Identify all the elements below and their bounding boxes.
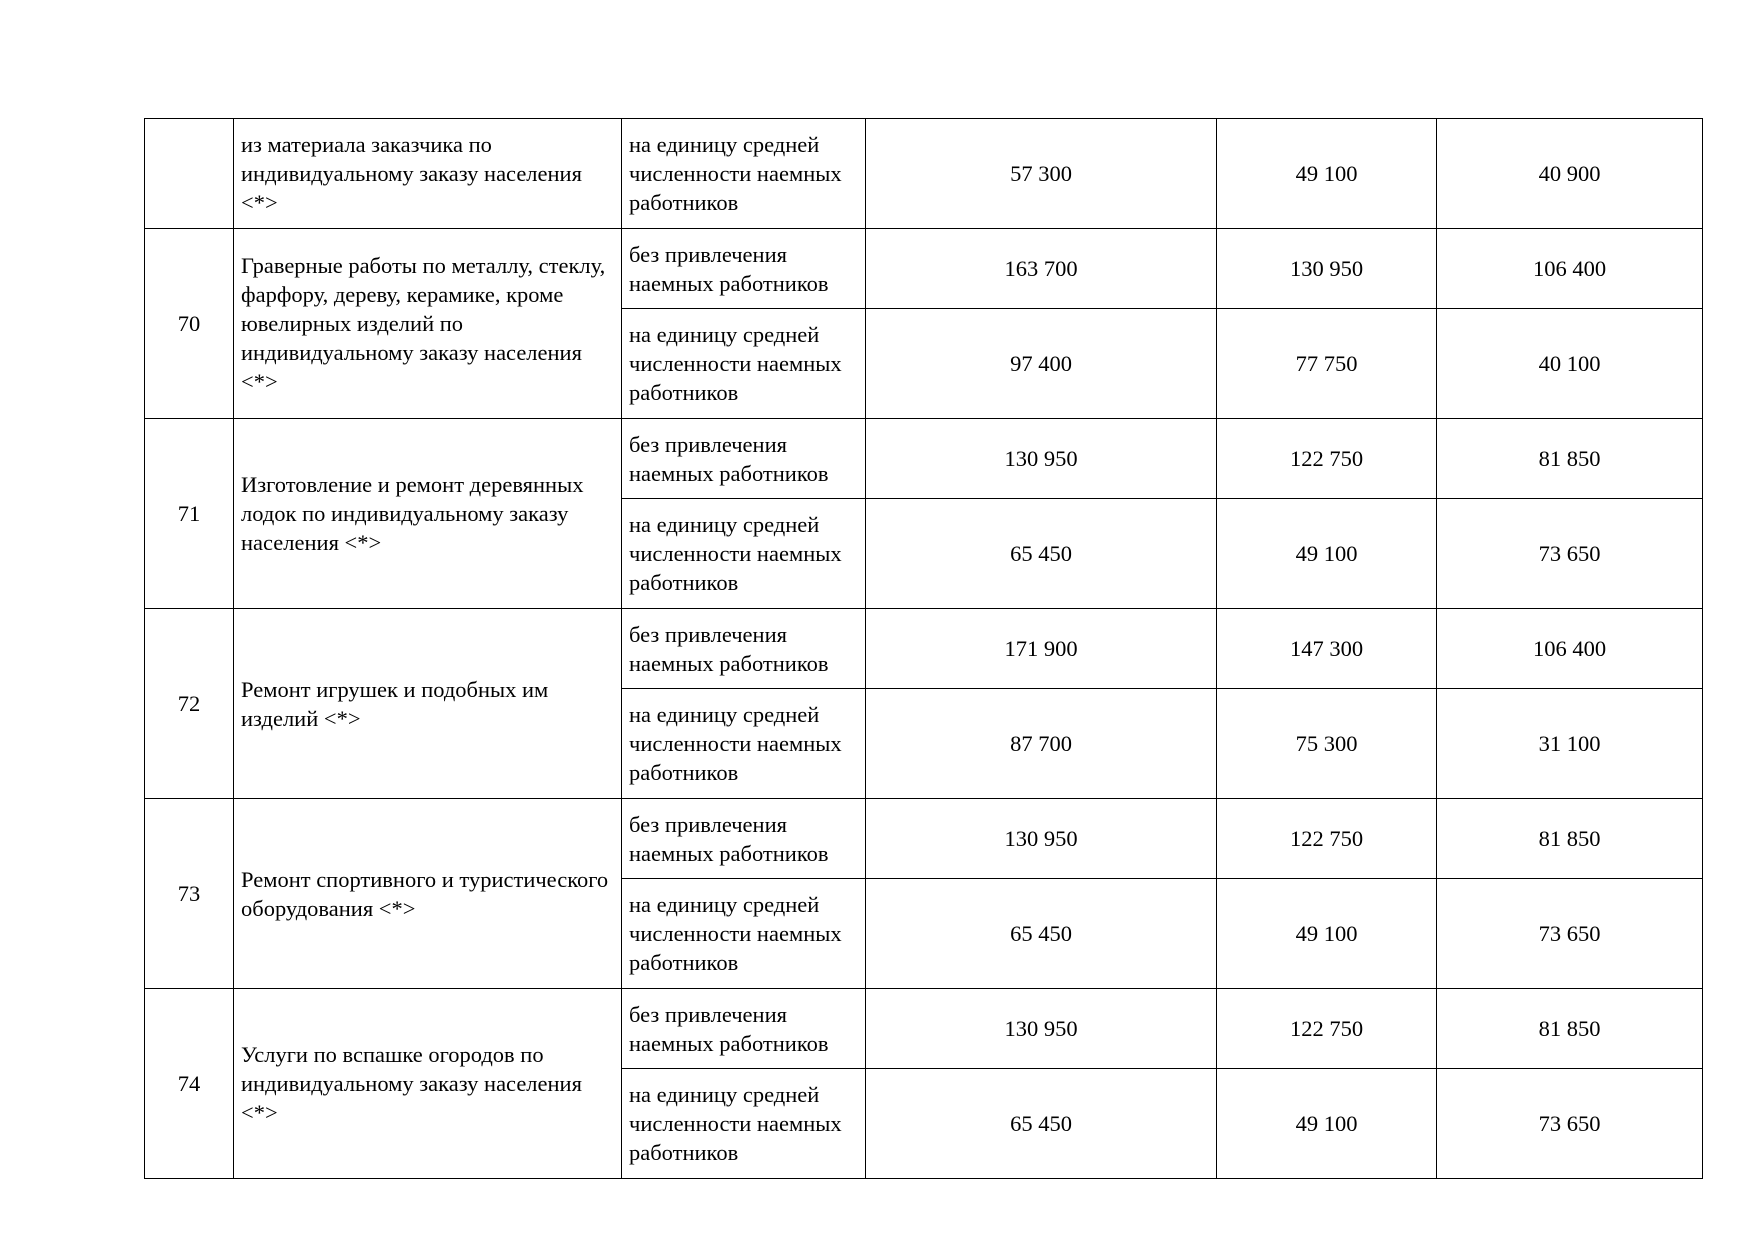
value-cell-1: 65 450 — [866, 879, 1217, 989]
value-cell-2: 49 100 — [1217, 1069, 1437, 1179]
basis-cell: на единицу средней численности наемных работников — [622, 689, 866, 799]
value-cell-3: 106 400 — [1437, 609, 1703, 689]
value-cell-3: 81 850 — [1437, 989, 1703, 1069]
row-number-cell — [145, 119, 234, 229]
value-cell-3: 81 850 — [1437, 419, 1703, 499]
row-number-cell: 71 — [145, 419, 234, 609]
value-cell-3: 40 900 — [1437, 119, 1703, 229]
value-cell-2: 75 300 — [1217, 689, 1437, 799]
value-cell-2: 49 100 — [1217, 119, 1437, 229]
value-cell-2: 77 750 — [1217, 309, 1437, 419]
value-cell-1: 130 950 — [866, 799, 1217, 879]
value-cell-1: 163 700 — [866, 229, 1217, 309]
row-number-cell: 73 — [145, 799, 234, 989]
value-cell-3: 31 100 — [1437, 689, 1703, 799]
table-row — [145, 119, 1703, 229]
activity-name-cell: Граверные работы по металлу, стеклу, фарфору, дереву, керамике, кроме ювелирных изделий по индивидуальному заказу населения <*> — [234, 229, 622, 419]
value-cell-1: 57 300 — [866, 119, 1217, 229]
row-number-cell: 74 — [145, 989, 234, 1179]
value-cell-1: 97 400 — [866, 309, 1217, 419]
table-row — [145, 229, 1703, 309]
basis-cell: без привлечения наемных работников — [622, 419, 866, 499]
row-number-cell: 72 — [145, 609, 234, 799]
value-cell-3: 40 100 — [1437, 309, 1703, 419]
row-number-cell: 70 — [145, 229, 234, 419]
value-cell-3: 73 650 — [1437, 1069, 1703, 1179]
basis-cell: на единицу средней численности наемных работников — [622, 309, 866, 419]
basis-cell: на единицу средней численности наемных работников — [622, 119, 866, 229]
activity-name-cell: Ремонт игрушек и подобных им изделий <*> — [234, 609, 622, 799]
basis-cell: на единицу средней численности наемных работников — [622, 499, 866, 609]
value-cell-3: 73 650 — [1437, 499, 1703, 609]
activity-name-cell: Изготовление и ремонт деревянных лодок по индивидуальному заказу населения <*> — [234, 419, 622, 609]
basis-cell: без привлечения наемных работников — [622, 229, 866, 309]
basis-cell: без привлечения наемных работников — [622, 989, 866, 1069]
table-row — [145, 799, 1703, 879]
value-cell-1: 130 950 — [866, 419, 1217, 499]
value-cell-2: 122 750 — [1217, 419, 1437, 499]
value-cell-2: 122 750 — [1217, 799, 1437, 879]
rates-table — [144, 118, 1703, 1179]
value-cell-2: 130 950 — [1217, 229, 1437, 309]
table-row — [145, 609, 1703, 689]
value-cell-1: 87 700 — [866, 689, 1217, 799]
value-cell-3: 73 650 — [1437, 879, 1703, 989]
table-row — [145, 419, 1703, 499]
activity-name-cell: из материала заказчика по индивидуальному заказу населения <*> — [234, 119, 622, 229]
value-cell-3: 81 850 — [1437, 799, 1703, 879]
value-cell-1: 65 450 — [866, 1069, 1217, 1179]
value-cell-1: 171 900 — [866, 609, 1217, 689]
activity-name-cell: Услуги по вспашке огородов по индивидуальному заказу населения <*> — [234, 989, 622, 1179]
basis-cell: на единицу средней численности наемных работников — [622, 879, 866, 989]
value-cell-3: 106 400 — [1437, 229, 1703, 309]
value-cell-2: 147 300 — [1217, 609, 1437, 689]
value-cell-1: 65 450 — [866, 499, 1217, 609]
activity-name-cell: Ремонт спортивного и туристического оборудования <*> — [234, 799, 622, 989]
value-cell-2: 49 100 — [1217, 879, 1437, 989]
basis-cell: на единицу средней численности наемных работников — [622, 1069, 866, 1179]
value-cell-2: 49 100 — [1217, 499, 1437, 609]
value-cell-1: 130 950 — [866, 989, 1217, 1069]
basis-cell: без привлечения наемных работников — [622, 609, 866, 689]
table-row — [145, 989, 1703, 1069]
value-cell-2: 122 750 — [1217, 989, 1437, 1069]
basis-cell: без привлечения наемных работников — [622, 799, 866, 879]
